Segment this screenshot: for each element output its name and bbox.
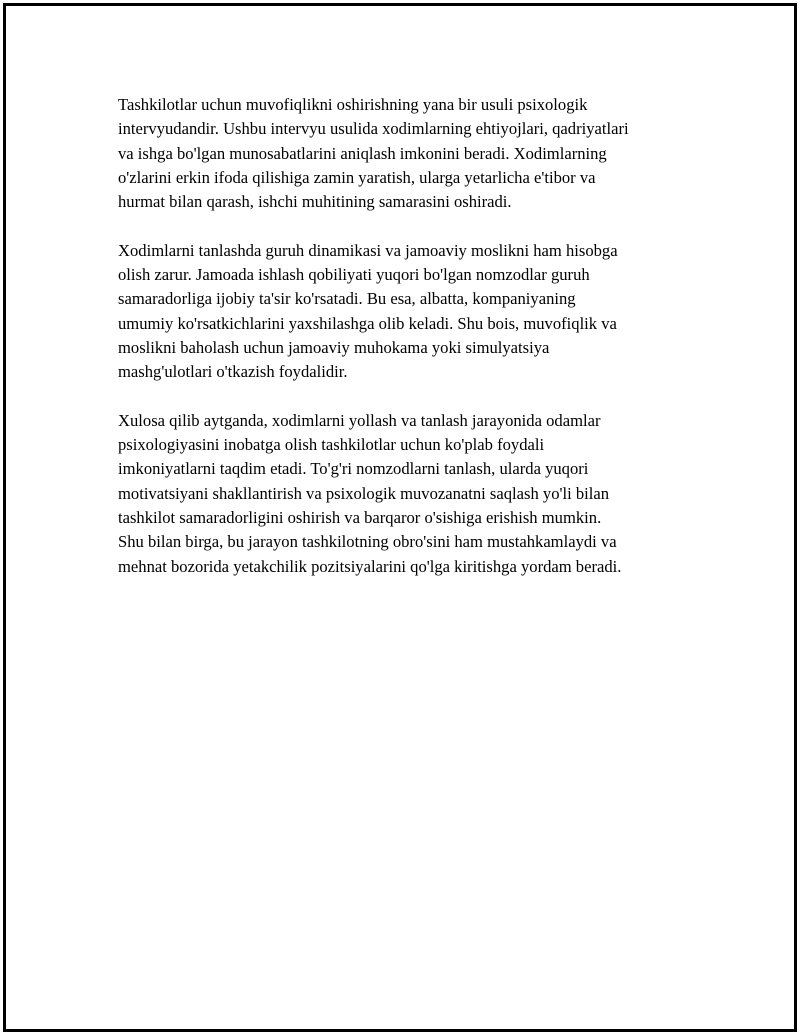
text-line: va ishga bo'lgan munosabatlarini aniqlash imkonini beradi. Xodimlarning — [118, 143, 607, 163]
text-line: o'zlarini erkin ifoda qilishiga zamin yaratish, ularga yetarlicha e'tibor va — [118, 167, 596, 187]
text-line: Xodimlarni tanlashda guruh dinamikasi va jamoaviy moslikni ham hisobga — [118, 240, 618, 260]
text-line: Xulosa qilib aytganda, xodimlarni yollash va tanlash jarayonida odamlar — [118, 410, 601, 430]
text-line: samaradorliga ijobiy ta'sir ko'rsatadi. Bu esa, albatta, kompaniyaning — [118, 289, 576, 309]
text-line: hurmat bilan qarash, ishchi muhitining samarasini oshiradi. — [118, 192, 512, 212]
text-line: Shu bilan birga, bu jarayon tashkilotning obro'sini ham mustahkamlaydi va — [118, 532, 617, 552]
text-line: tashkilot samaradorligini oshirish va barqaror o'sishiga erishish mumkin. — [118, 508, 602, 528]
paragraph-2 — [118, 239, 698, 385]
text-line: imkoniyatlarni taqdim etadi. To'g'ri nomzodlarni tanlash, ularda yuqori — [118, 459, 589, 479]
paragraph-1 — [118, 93, 698, 214]
text-line: olish zarur. Jamoada ishlash qobiliyati yuqori bo'lgan nomzodlar guruh — [118, 265, 590, 285]
text-line: motivatsiyani shakllantirish va psixologik muvozanatni saqlash yo'li bilan — [118, 483, 610, 503]
text-line: moslikni baholash uchun jamoaviy muhokama yoki simulyatsiya — [118, 337, 550, 357]
text-line: umumiy ko'rsatkichlarini yaxshilashga olib keladi. Shu bois, muvofiqlik va — [118, 313, 617, 333]
paragraph-3 — [118, 409, 698, 579]
text-line: Tashkilotlar uchun muvofiqlikni oshirishning yana bir usuli psixologik — [118, 95, 588, 114]
document-body — [118, 93, 698, 603]
text-line: mashg'ulotlari o'tkazish foydalidir. — [118, 362, 348, 382]
text-line: psixologiyasini inobatga olish tashkilotlar uchun ko'plab foydali — [118, 435, 545, 455]
text-line: intervyudandir. Ushbu intervyu usulida xodimlarning ehtiyojlari, qadriyatlari — [118, 119, 629, 139]
text-line: mehnat bozorida yetakchilik pozitsiyalarini qo'lga kiritishga yordam beradi. — [118, 556, 622, 576]
